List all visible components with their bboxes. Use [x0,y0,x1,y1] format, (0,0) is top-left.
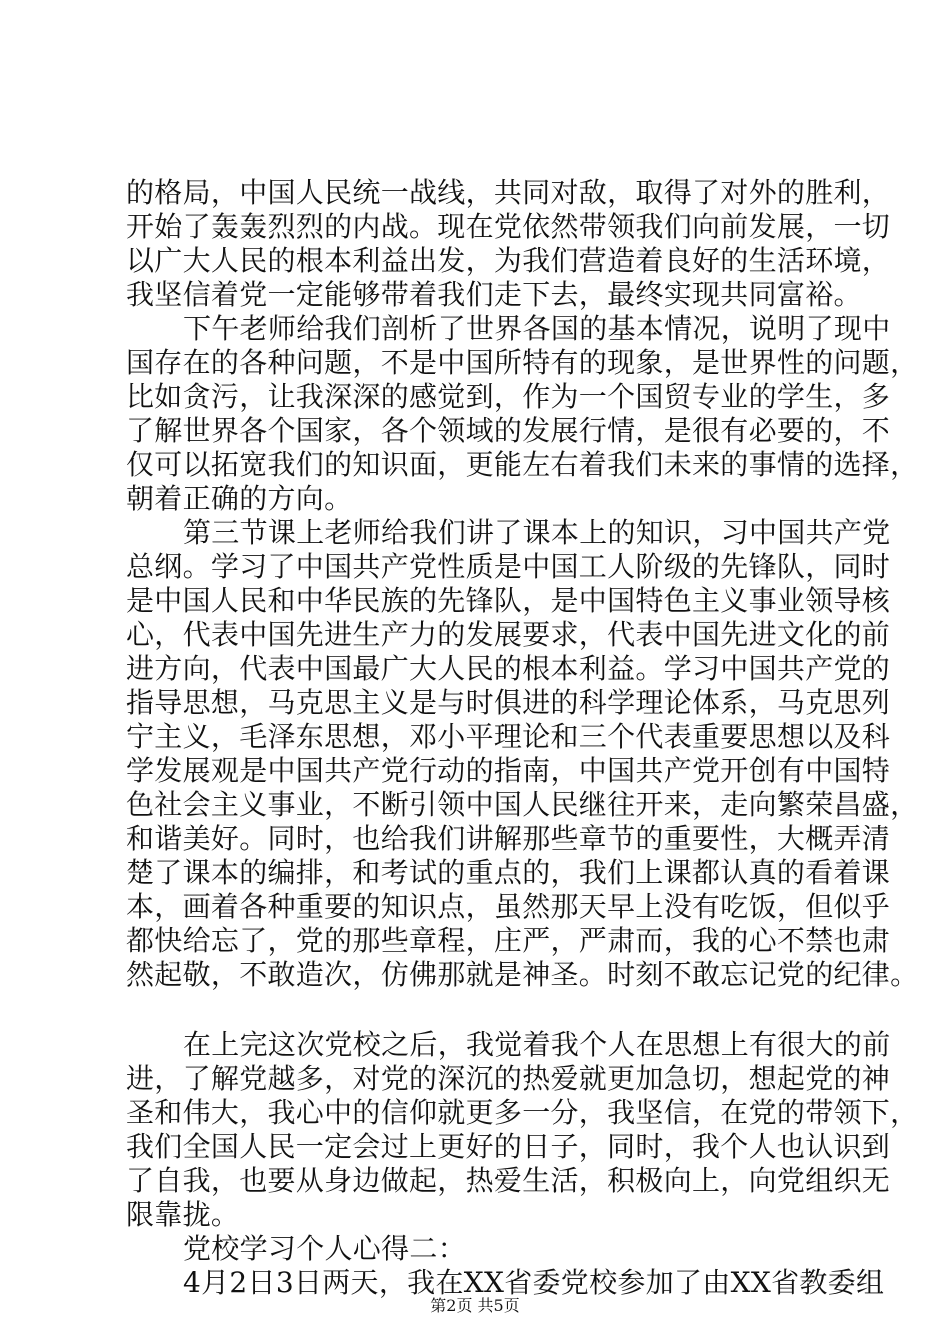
text-line: 第三节课上老师给我们讲了课本上的知识，习中国共产党 [183,516,891,549]
text-line: 宁主义，毛泽东思想，邓小平理论和三个代表重要思想以及科 [126,720,891,753]
text-line: 比如贪污，让我深深的感觉到，作为一个国贸专业的学生，多 [126,380,891,413]
text-line: 的格局，中国人民统一战线，共同对敌，取得了对外的胜利， [126,176,891,209]
text-line: 心，代表中国先进生产力的发展要求，代表中国先进文化的前 [126,618,891,651]
text-line: 都快给忘了，党的那些章程，庄严，严肃而，我的心不禁也肃 [126,924,891,957]
text-line: 学发展观是中国共产党行动的指南，中国共产党开创有中国特 [126,754,891,787]
text-line: 开始了轰轰烈烈的内战。现在党依然带领我们向前发展，一切 [126,210,891,243]
text-line: 朝着正确的方向。 [126,482,353,515]
text-line: 国存在的各种问题，不是中国所特有的现象，是世界性的问题， [126,346,919,379]
text-line: 总纲。学习了中国共产党性质是中国工人阶级的先锋队，同时 [126,550,891,583]
text-line: 圣和伟大，我心中的信仰就更多一分，我坚信，在党的带领下， [126,1096,919,1129]
text-line: 我们全国人民一定会过上更好的日子，同时，我个人也认识到 [126,1130,891,1163]
section-heading: 党校学习个人心得二： [183,1232,467,1265]
text-line: 我坚信着党一定能够带着我们走下去，最终实现共同富裕。 [126,278,862,311]
text-line: 是中国人民和中华民族的先锋队，是中国特色主义事业领导核 [126,584,891,617]
text-line: 限靠拢。 [126,1198,240,1231]
text-line: 色社会主义事业，不断引领中国人民继往开来，走向繁荣昌盛， [126,788,919,821]
text-line: 然起敬，不敢造次，仿佛那就是神圣。时刻不敢忘记党的纪律。 [126,958,919,991]
text-line: 和谐美好。同时，也给我们讲解那些章节的重要性，大概弄清 [126,822,891,855]
text-line: 本，画着各种重要的知识点，虽然那天早上没有吃饭，但似乎 [126,890,891,923]
text-line: 了自我，也要从身边做起，热爱生活，积极向上，向党组织无 [126,1164,891,1197]
text-line: 以广大人民的根本利益出发，为我们营造着良好的生活环境， [126,244,891,277]
text-line: 进方向，代表中国最广大人民的根本利益。学习中国共产党的 [126,652,891,685]
text-line: 4月2日3日两天，我在XX省委党校参加了由XX省教委组 [183,1266,885,1299]
text-line: 楚了课本的编排，和考试的重点的，我们上课都认真的看着课 [126,856,891,889]
text-line: 进，了解党越多，对党的深沉的热爱就更加急切，想起党的神 [126,1062,891,1095]
text-line: 仅可以拓宽我们的知识面，更能左右着我们未来的事情的选择， [126,448,919,481]
text-line: 了解世界各个国家，各个领域的发展行情，是很有必要的，不 [126,414,891,447]
text-line: 在上完这次党校之后，我觉着我个人在思想上有很大的前 [183,1028,891,1061]
page-number-footer: 第2页 共5页 [430,1296,520,1315]
text-line: 下午老师给我们剖析了世界各国的基本情况，说明了现中 [183,312,891,345]
text-line: 指导思想，马克思主义是与时俱进的科学理论体系，马克思列 [126,686,891,719]
